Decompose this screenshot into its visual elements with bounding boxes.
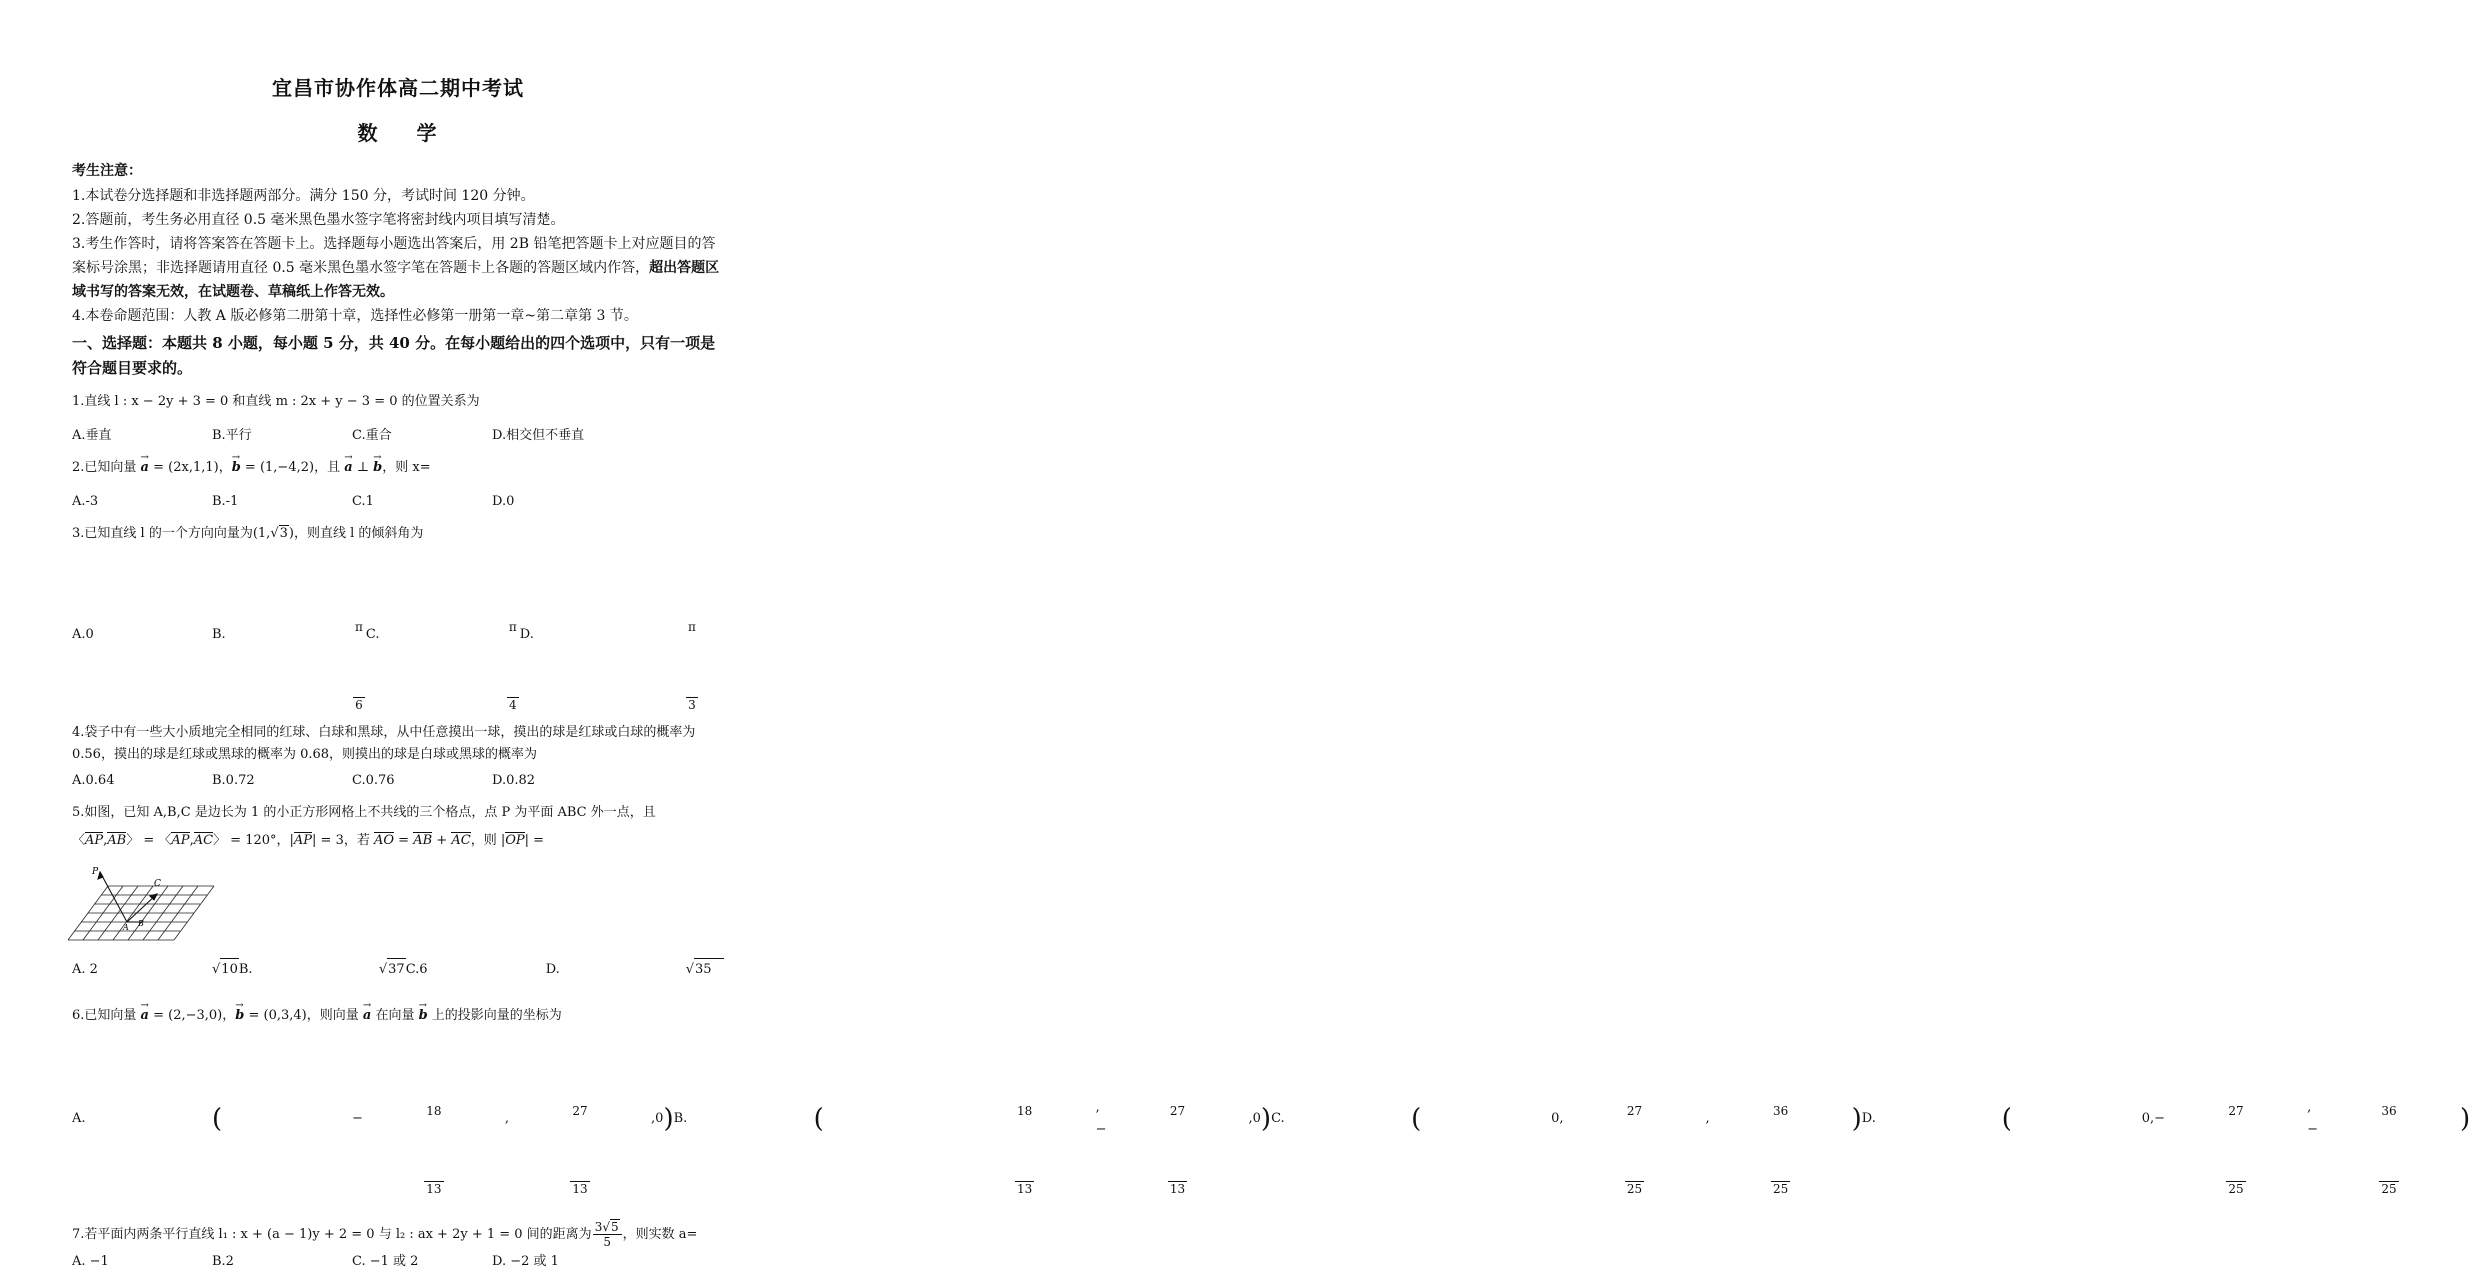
question-1-stem: 1.直线 l : x − 2y + 3 = 0 和直线 m : 2x + y − 3 = 0 的位置关系为 [72,394,480,409]
denominator: 13 [1169,1182,1186,1196]
exam-title: 宜昌市协作体高二期中考试 [272,76,524,100]
option-d: D.相交但不垂直 [492,428,585,443]
vector-op: OP [505,833,525,848]
text: , [189,833,194,848]
option-b: B. ( $\frac{18}{13}$ ,− $\frac{27}{13}$ ,0 ) [674,1041,1271,1196]
label: A. [72,1110,86,1126]
question-3-stem [72,523,724,545]
radicand: 35 [694,958,724,981]
question-6-options [72,1041,2470,1196]
denominator: 13 [1016,1182,1033,1196]
text: ，则 x= [382,460,431,475]
text: = (2x,1,1)， [148,460,232,475]
question-6-stem [72,1005,724,1027]
label-b: B [138,919,144,928]
notice-item-3-bold: 超出答题区域书写的答案无效，在试题卷、草稿纸上作答无效。 [72,260,720,300]
option-c [366,557,520,712]
radicand: 10 [220,958,239,981]
numerator: π [686,557,698,698]
notice-item-3 [72,232,724,304]
question-4-stem: 4.袋子中有一些大小质地完全相同的红球、白球和黑球，从中任意摸出一球，摸出的球是红球或白球的概率为 0.56，摸出的球是红球或黑球的概率为 0.68，则摸出的球是白球或黑球的概率为 [72,725,696,762]
notice-item-4: 4.本卷命题范围：人教 A 版必修第二册第十章，选择性必修第一册第一章~第二章第 3 节。 [72,308,638,324]
denominator: 5 [603,1235,611,1249]
label: D. [1861,1110,1876,1126]
option-a: A.0 [72,626,94,642]
option-a: A. ( − $\frac{18}{13}$ , $\frac{27}{13}$ ,0 ) [72,1041,674,1196]
vector-ab: AB [413,833,433,848]
denominator: 25 [1626,1182,1643,1196]
text: = (0,3,4)，则向量 [244,1008,363,1023]
numerator: 27 [1625,1041,1644,1182]
notice-heading: 考生注意： [72,163,142,179]
option-d: D. √ 35 [546,958,724,981]
vector-ap: AP [293,833,313,848]
text: 6.已知向量 [72,1008,141,1023]
numerator: π [353,557,365,698]
question-2-stem [72,457,724,479]
radicand: 37 [387,958,406,981]
denominator: 6 [355,698,363,712]
vector-b: → b [232,457,241,479]
option-d [520,557,724,712]
option-b: B.0.72 [212,773,255,788]
denominator: 25 [2381,1182,2397,1196]
option-a: A. −1 [72,1254,109,1269]
label-c: C [154,879,161,889]
text: | = [524,833,545,848]
vector-a: → a [141,1005,149,1027]
text: 2.已知向量 [72,460,141,475]
label: B. [673,1110,688,1126]
vector-ap: AP [171,833,190,848]
sqrt-sign: √ [270,526,279,541]
subject-title: 数 学 [357,121,453,145]
option-c: C.0.76 [352,773,395,788]
numerator: 3√5 [593,1220,622,1235]
question-7-options [72,1251,724,1273]
option-a: A.0.64 [72,773,115,788]
vector-ab: AB [107,833,127,848]
label: B. [212,626,226,642]
option-d: D.0 [492,494,515,509]
label: C. [365,626,380,642]
question-5-options [72,958,724,981]
vector-ap: AP [85,833,104,848]
text: , [103,833,108,848]
text: 〉 = 〈 [126,833,172,848]
vector-ao: AO [374,833,395,848]
notice-item-1: 1.本试卷分选择题和非选择题两部分。满分 150 分，考试时间 120 分钟。 [72,188,535,204]
grid-figure [72,864,724,948]
label: A. 2 [72,961,98,977]
vector-b: → b [373,457,382,479]
label: C. [1271,1110,1285,1126]
vector-a: → a [363,1005,371,1027]
text: ，则 | [470,833,506,848]
text: 3.已知直线 l 的一个方向向量为(1, [72,526,271,541]
vector-a: → a [344,457,352,479]
text: 7.若平面内两条平行直线 l₁ : x + (a − 1)y + 2 = 0 与 l₂ : ax + 2y + 1 = 0 间的距离为 [72,1227,592,1242]
notice-item-2: 2.答题前，考生务必用直径 0.5 毫米黑色墨水签字笔将密封线内项目填写清楚。 [72,212,565,228]
parallelogram-grid-diagram [72,864,222,944]
option-c: C.重合 [352,428,392,443]
question-2-options [72,491,724,513]
denominator: 3 [688,698,696,712]
question-4-options [72,770,724,792]
option-c: C. −1 或 2 [352,1254,419,1269]
option-a: A. 2 √ 10 [72,958,239,981]
numerator: 18 [424,1041,443,1182]
question-3-options [72,557,724,712]
text: 上的投影向量的坐标为 [427,1008,562,1023]
question-5-condition [72,830,724,852]
option-c: C.6 [405,961,428,977]
radicand: 3 [279,526,288,541]
text: )，则直线 l 的倾斜角为 [288,526,424,541]
numerator: π [507,557,519,698]
section-heading: 一、选择题：本题共 8 小题，每小题 5 分，共 40 分。在每小题给出的四个选项中，只有一项是符合题目要求的。 [72,334,716,377]
denominator: 25 [2228,1182,2244,1196]
option-b: B.2 [212,1254,234,1269]
option-d: D. −2 或 1 [492,1254,559,1269]
label: B. [238,961,253,977]
numerator: 27 [2226,1041,2245,1182]
text: 在向量 [371,1008,419,1023]
option-b [212,557,366,712]
option-c: C.1 [352,494,374,509]
denominator: 25 [1772,1182,1789,1196]
text: + [432,833,452,848]
text: 〈 [72,833,86,848]
text: = [394,833,414,848]
radicand: 5 [610,1220,619,1234]
coefficient: 3 [594,1220,603,1234]
vector-a: → a [141,457,149,479]
vector-b: → b [419,1005,428,1027]
fraction [507,557,519,712]
text: = (1,−4,2)，且 [240,460,345,475]
option-d: D.0.82 [492,773,536,788]
vector-b: → b [235,1005,244,1027]
text: ，则实数 a= [622,1227,698,1242]
text: 〉 = 120°，| [213,833,294,848]
text: | = 3，若 [312,833,374,848]
question-1-options [72,425,724,447]
numerator: 27 [570,1041,589,1182]
denominator: 4 [509,698,517,712]
option-d: D. ( 0,− $\frac{27}{25}$ ,− $\frac{36}{25}$ ) [1862,1041,2470,1196]
question-7-stem [72,1220,724,1249]
fraction [593,1220,622,1249]
option-b: B. √ 37 [239,958,406,981]
text: = (2,−3,0)， [148,1008,236,1023]
option-c: C. ( 0, $\frac{27}{25}$ , $\frac{36}{25}$ ) [1271,1041,1862,1196]
option-a: A.垂直 [72,428,112,443]
label-a: A [123,923,129,932]
option-b: B.-1 [212,494,239,509]
fraction [353,557,365,712]
fraction [661,557,723,712]
vector-ac: AC [451,833,471,848]
numerator: 27 [1168,1041,1187,1182]
notice-item-3-text: 3.考生作答时，请将答案答在答题卡上。选择题每小题选出答案后，用 2B 铅笔把答题卡上对应题目的答案标号涂黑；非选择题请用直径 0.5 毫米黑色墨水签字笔在答题卡上各题的答题区域内作答， [72,236,716,276]
label: D. [519,626,534,642]
numerator: 36 [1771,1041,1790,1182]
notice-block [72,160,724,328]
question-5-stem: 5.如图，已知 A,B,C 是边长为 1 的小正方形网格上不共线的三个格点，点 P 为平面 ABC 外一点，且 [72,805,656,820]
text: ⊥ [352,460,374,475]
option-b: B.平行 [212,428,252,443]
option-a: A.-3 [72,494,99,509]
denominator: 13 [572,1182,588,1196]
denominator: 13 [426,1182,442,1196]
numerator: 36 [2379,1041,2398,1182]
label: D. [545,961,560,977]
vector-ac: AC [193,833,214,848]
label-p: P [92,867,99,877]
numerator: 18 [1015,1041,1034,1182]
